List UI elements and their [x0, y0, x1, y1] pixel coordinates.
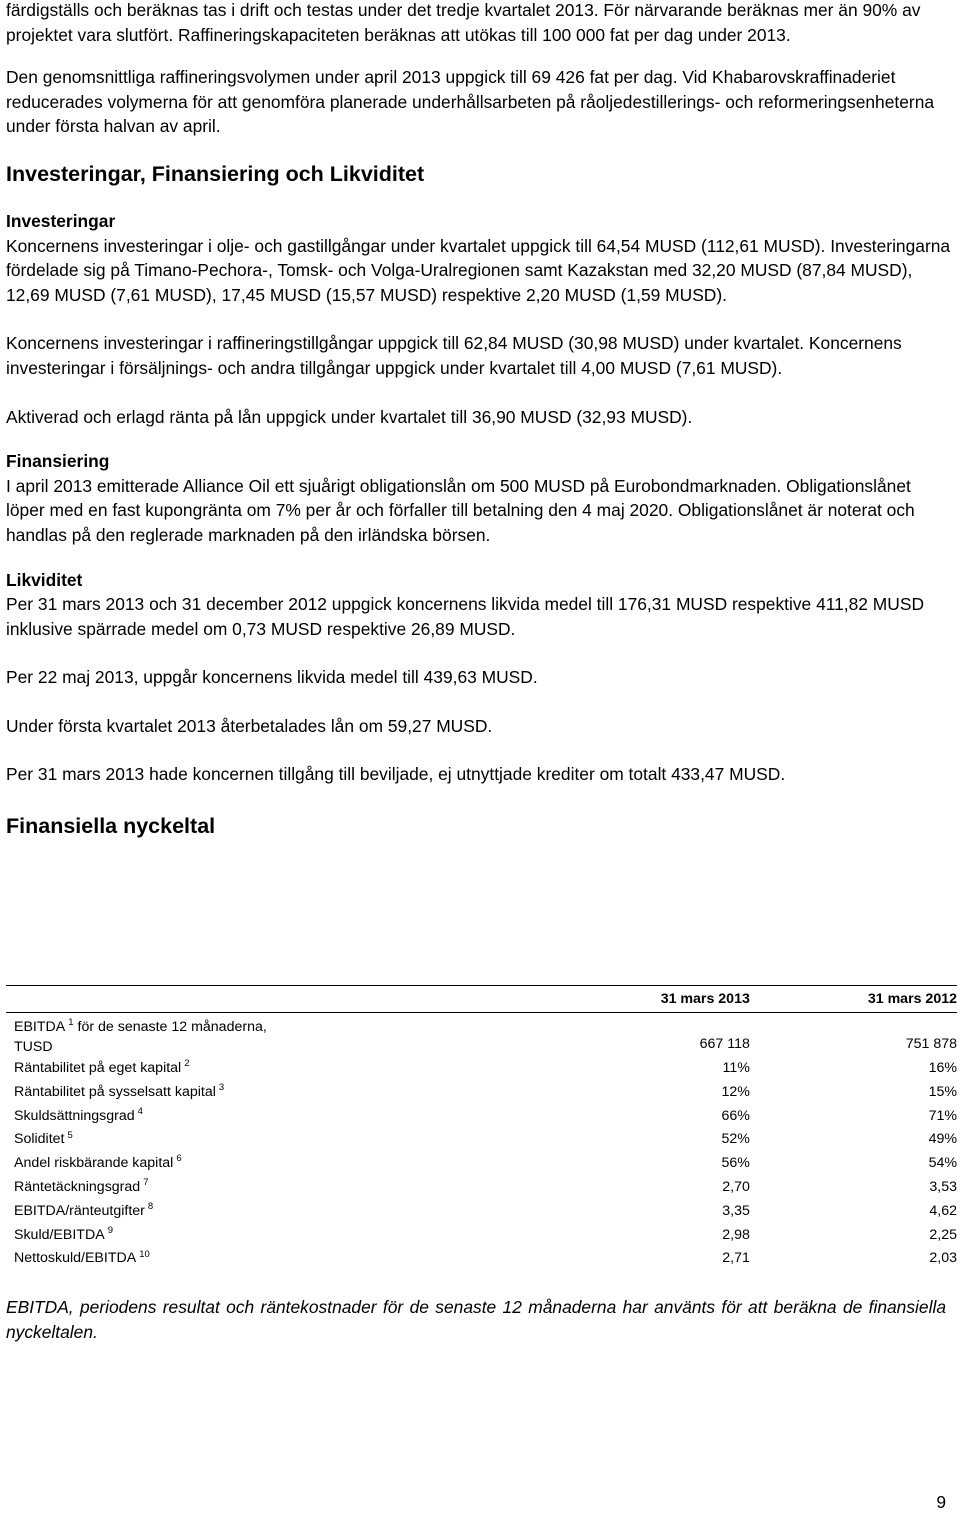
row-value-2012: 54% — [928, 1155, 957, 1172]
paragraph-investeringar-3: Aktiverad och erlagd ränta på lån uppgick under kvartalet till 36,90 MUSD (32,93 MUSD). — [6, 406, 693, 427]
row-value-2012: 16% — [928, 1060, 957, 1076]
header-col-2012: 31 mars 2012 — [750, 986, 957, 1013]
row-value-2013: 52% — [721, 1131, 750, 1148]
row-label: Skuld/EBITDA $^9$ — [14, 1224, 113, 1243]
row-value-2013: 66% — [721, 1107, 750, 1124]
row-label: Soliditet $^5$ — [14, 1129, 73, 1148]
row-value-2012: 49% — [928, 1131, 957, 1148]
table-row — [6, 1200, 957, 1224]
row-label: Räntetäckningsgrad $^7$ — [14, 1177, 149, 1195]
section-title: Investeringar, Finansiering och Likviditet — [6, 161, 425, 186]
header-col-2013: 31 mars 2013 — [609, 986, 750, 1013]
row-value-2013: 2,71 — [722, 1250, 750, 1267]
row-value-2013: 667 118 — [699, 1036, 750, 1053]
table-row — [6, 1013, 957, 1058]
document-page — [6, 0, 954, 841]
row-value-2013: 56% — [721, 1155, 750, 1172]
paragraph-finansiering-1: I april 2013 emitterade Alliance Oil ett sjuårigt obligationslån om 500 MUSD på Eurobondmarknaden. Obligationslånet löper med en fast kupongränta om 7% per år och förfaller till betalning den 4 maj 2020. Obligationslånet är noterat och handlas på den reglerade marknaden på den irländska börsen. — [6, 475, 915, 545]
heading-investeringar: Investeringar — [6, 210, 116, 231]
row-label: EBITDA $^1$ för de senaste 12 månaderna, TUSD — [14, 1017, 267, 1055]
row-value-2012: 4,62 — [929, 1202, 957, 1219]
row-value-2012: 751 878 — [905, 1036, 957, 1053]
page-number: 9 — [936, 1492, 946, 1512]
table-row — [6, 1057, 957, 1081]
paragraph-likviditet-1: Per 31 mars 2013 och 31 december 2012 uppgick koncernens likvida medel till 176,31 MUSD respektive 411,82 MUSD inklusive spärrade medel om 0,73 MUSD respektive 26,89 MUSD. — [6, 594, 925, 639]
nyckeltal-table — [6, 985, 957, 1271]
table-row — [6, 1247, 957, 1271]
paragraph-investeringar-1: Koncernens investeringar i olje- och gastillgångar under kvartalet uppgick till 64,54 MUSD (112,61 MUSD). Investeringarna fördelade sig på Timano-Pechora-, Tomsk- och Volga-Uralregionen samt Kazakstan med 32,20 MUSD (87,84 MUSD), 12,69 MUSD (7,61 MUSD), 17,45 MUSD (15,57 MUSD) respektive 2,20 MUSD (1,59 MUSD). — [6, 235, 951, 305]
row-label: EBITDA/ränteutgifter $^8$ — [14, 1201, 154, 1219]
header-label-cell — [6, 986, 609, 1013]
paragraph-likviditet-3: Under första kvartalet 2013 återbetalades lån om 59,27 MUSD. — [6, 715, 493, 736]
row-label: Nettoskuld/EBITDA $^{10}$ — [14, 1248, 150, 1267]
row-value-2013: 12% — [721, 1083, 750, 1100]
paragraph-likviditet-4: Per 31 mars 2013 hade koncernen tillgång till beviljade, ej utnyttjade krediter om totalt 433,47 MUSD. — [6, 764, 786, 785]
table-row — [6, 1128, 957, 1152]
row-label: Räntabilitet på eget kapital $^2$ — [14, 1058, 190, 1076]
row-label: Räntabilitet på sysselsatt kapital $^3$ — [14, 1082, 225, 1100]
table-footnote: EBITDA, periodens resultat och räntekostnader för de senaste 12 månaderna har använts för att beräkna de finansiella nyckeltalen. — [6, 1297, 946, 1342]
table-row — [6, 1152, 957, 1176]
row-value-2012: 2,25 — [929, 1226, 957, 1243]
table-header-row — [6, 986, 957, 1013]
row-value-2012: 2,03 — [929, 1250, 957, 1267]
row-value-2013: 2,70 — [722, 1178, 750, 1195]
row-value-2012: 3,53 — [929, 1178, 957, 1195]
paragraph-likviditet-2: Per 22 maj 2013, uppgår koncernens likvida medel till 439,63 MUSD. — [6, 667, 538, 688]
paragraph-refinery-capacity: färdigställs och beräknas tas i drift och testas under det tredje kvartalet 2013. För närvarande beräknas mer än 90% av projektet vara slutfört. Raffineringskapaciteten beräknas att utökas till 100 000 fat per dag under 2013. — [6, 0, 921, 45]
row-value-2012: 71% — [928, 1107, 957, 1124]
heading-finansiering: Finansiering — [6, 451, 110, 472]
row-value-2013: 3,35 — [722, 1202, 750, 1219]
row-value-2013: 2,98 — [722, 1226, 750, 1243]
paragraph-investeringar-2: Koncernens investeringar i raffineringstillgångar uppgick till 62,84 MUSD (30,98 MUSD) under kvartalet. Koncernens investeringar i försäljnings- och andra tillgångar uppgick under kvartalet till 4,00 MUSD (7,61 MUSD). — [6, 333, 902, 378]
table-row — [6, 1105, 957, 1129]
table-row — [6, 1224, 957, 1248]
row-label: Skuldsättningsgrad $^4$ — [14, 1105, 143, 1124]
paragraph-refinery-volume: Den genomsnittliga raffineringsvolymen under april 2013 uppgick till 69 426 fat per dag. Vid Khabarovskraffinaderiet reducerades volymerna för att genomföra planerade underhållsarbeten på råoljedestillerings- och reformeringsenheterna under första halvan av april. — [6, 67, 935, 137]
nyckeltal-title: Finansiella nyckeltal — [6, 814, 216, 839]
heading-likviditet: Likviditet — [6, 569, 83, 590]
row-value-2012: 15% — [928, 1083, 957, 1100]
row-value-2013: 11% — [722, 1060, 750, 1076]
row-label: Andel riskbärande kapital $^6$ — [14, 1153, 182, 1172]
table-row — [6, 1176, 957, 1200]
table-row — [6, 1081, 957, 1105]
